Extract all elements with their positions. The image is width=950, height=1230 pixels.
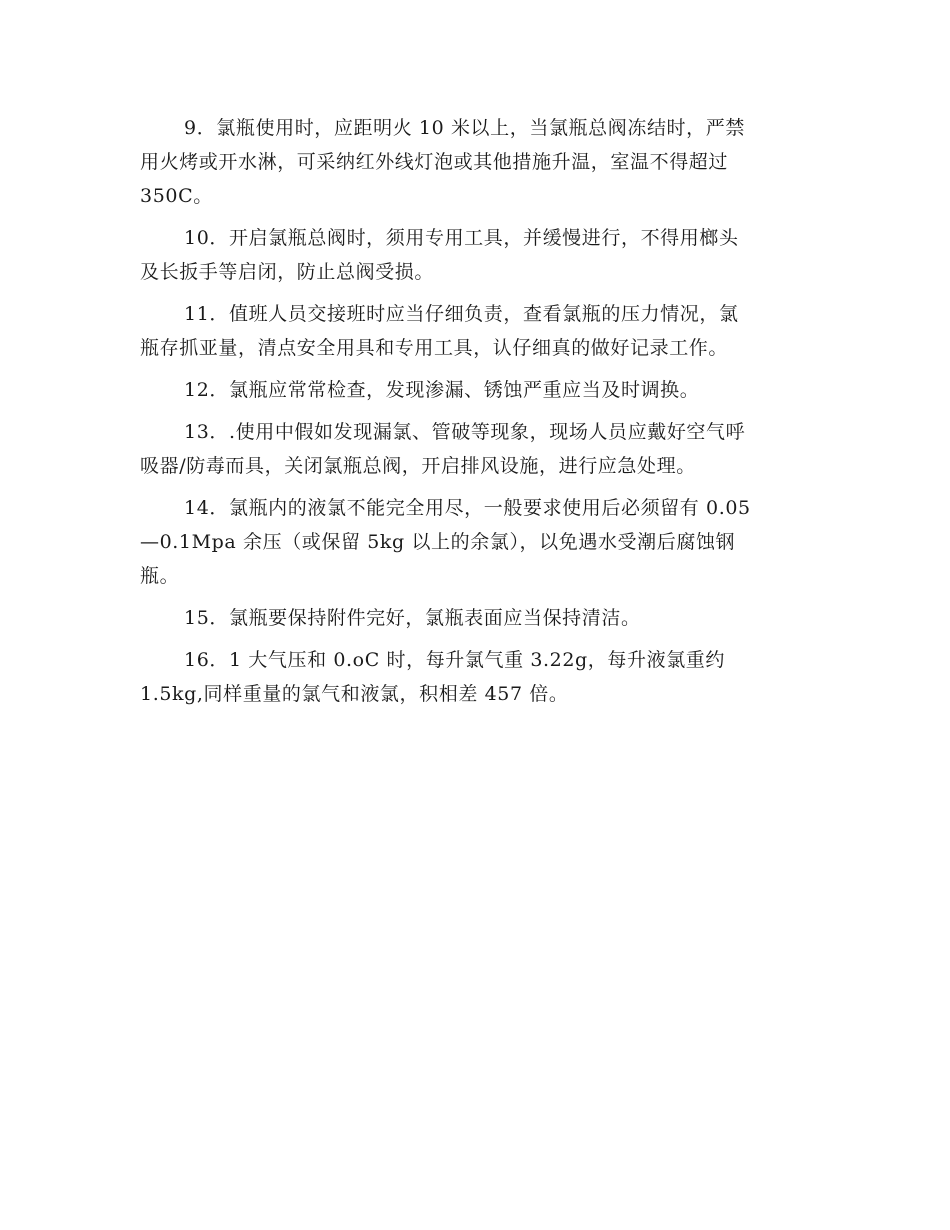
paragraph-line: 13．.使用中假如发现漏氯、管破等现象，现场人员应戴好空气呼: [184, 421, 746, 443]
paragraph-line: 及长扳手等启闭，防止总阀受损。: [140, 261, 435, 283]
paragraph-item-14: [140, 491, 805, 593]
paragraph-line: 14．氯瓶内的液氯不能完全用尽，一般要求使用后必须留有 0.05: [184, 497, 751, 519]
paragraph-item-12: [140, 373, 805, 407]
paragraph-item-16: [140, 643, 805, 711]
paragraph-item-9: [140, 111, 805, 213]
paragraph-line: 吸器/防毒而具，关闭氯瓶总阀，开启排风设施，进行应急处理。: [140, 455, 696, 477]
paragraph-item-11: [140, 297, 805, 365]
paragraph-line: 12．氯瓶应常常检查，发现渗漏、锈蚀严重应当及时调换。: [184, 379, 700, 401]
paragraph-line: —0.1Mpa 余压（或保留 5kg 以上的余氯），以免遇水受潮后腐蚀钢: [140, 531, 736, 553]
paragraph-line: 用火烤或开水淋，可采纳红外线灯泡或其他措施升温，室温不得超过: [140, 151, 729, 173]
paragraph-line: 9．氯瓶使用时，应距明火 10 米以上，当氯瓶总阀冻结时，严禁: [184, 117, 745, 139]
paragraph-line: 15．氯瓶要保持附件完好，氯瓶表面应当保持清洁。: [184, 607, 641, 629]
paragraph-item-13: [140, 415, 805, 483]
paragraph-line: 瓶存抓亚量，清点安全用具和专用工具，认仔细真的做好记录工作。: [140, 337, 729, 359]
paragraph-line: 16．1 大气压和 0.oC 时，每升氯气重 3.22g，每升液氯重约: [184, 649, 725, 671]
document-body: [140, 111, 805, 719]
paragraph-item-10: [140, 221, 805, 289]
paragraph-item-15: [140, 601, 805, 635]
paragraph-line: 10．开启氯瓶总阀时，须用专用工具，并缓慢进行，不得用榔头: [184, 227, 739, 249]
paragraph-line: 350C。: [140, 185, 213, 207]
paragraph-line: 1.5kg,同样重量的氯气和液氯，积相差 457 倍。: [140, 683, 569, 705]
paragraph-line: 11．值班人员交接班时应当仔细负责，查看氯瓶的压力情况，氯: [184, 303, 739, 325]
paragraph-line: 瓶。: [140, 565, 180, 587]
